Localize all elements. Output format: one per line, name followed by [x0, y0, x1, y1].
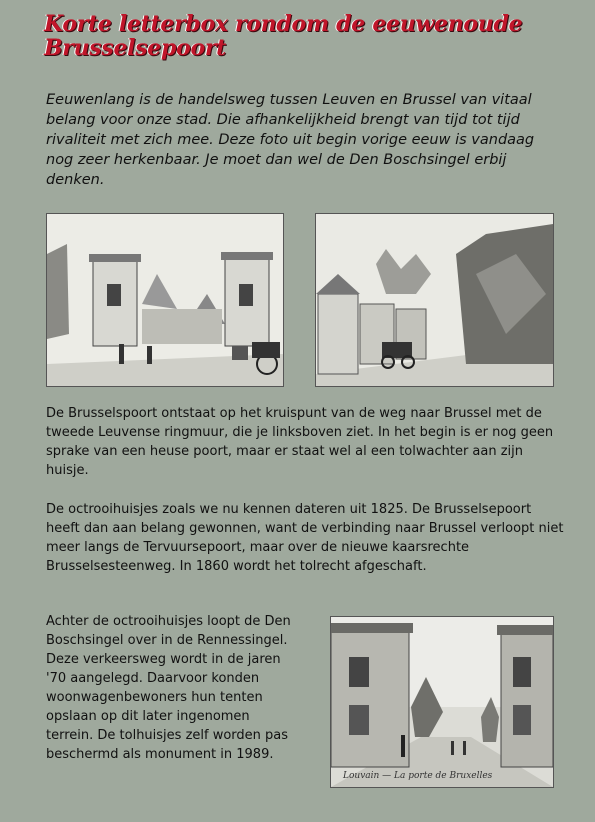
toll-houses-illustration [47, 214, 283, 386]
intro-text: Eeuwenlang is de handelsweg tussen Leuven en Brussel van vitaal belang voor onze stad. Die afhankelijkheid brengt van tijd tot tijd rivaliteit met zich mee. Deze foto uit begin vorige eeuw is vandaag nog zeer herkenbaar. Je moet dan wel de Den Boschsingel erbij denken. [46, 92, 535, 188]
paragraph-origin: De Brusselspoort ontstaat op het kruispunt van de weg naar Brussel met de tweede Leuvense ringmuur, die je linksboven ziet. In het begin is er nog geen sprake van een heuse poort, maar er staat wel al een tolwachter aan zijn huisje. [46, 406, 554, 478]
paragraph-octrooihuisjes: De octrooihuisjes zoals we nu kennen dateren uit 1825. De Brusselsepoort heeft dan aan belang gewonnen, want de verbinding naar Brussel verloopt niet meer langs de Tervuursepoort, maar over de nieuwe kaarsrechte Brusselsesteenweg. In 1860 wordt het tolrecht afgeschaft. [46, 502, 564, 574]
photo-caption: Louvain — La porte de Bruxelles [343, 771, 493, 781]
road-carriage-illustration [316, 214, 553, 386]
paragraph-singel: Achter de octrooihuisjes loopt de Den Boschsingel over in de Rennessingel. Deze verkeersweg wordt in de jaren '70 aangelegd. Daarvoor konden woonwagenbewoners hun tenten opslaan op dit later ingenomen terrein. De tolhuisjes zelf worden pas beschermd als monument in 1989. [46, 614, 291, 762]
porte-de-bruxelles-illustration [331, 617, 553, 787]
photo-porte-de-bruxelles [330, 616, 554, 788]
page-title: Korte letterbox rondom de eeuwenoude Brusselsepoort [44, 11, 523, 61]
photo-road-carriage [315, 213, 554, 387]
photo-toll-houses [46, 213, 284, 387]
